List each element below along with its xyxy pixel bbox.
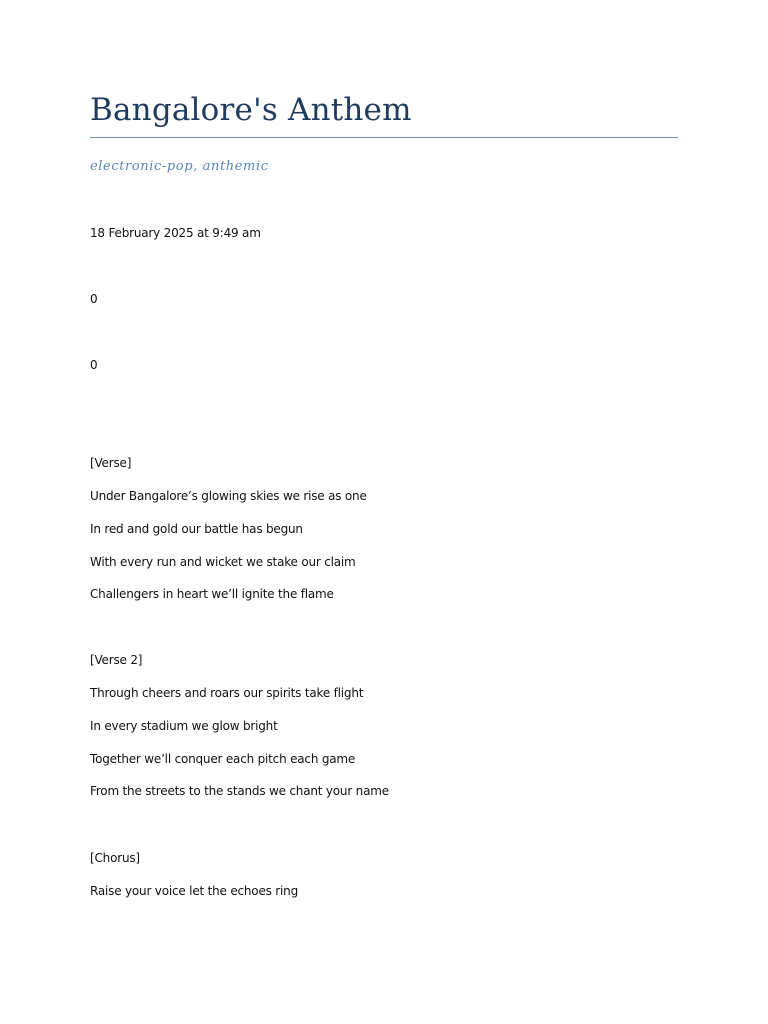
chorus-label: [Chorus] (90, 851, 140, 865)
count-text: 0 (90, 292, 98, 306)
page-subtitle: electronic-pop, anthemic (90, 159, 269, 174)
date-text: 18 February 2025 at 9:49 am (90, 226, 261, 240)
verse-label: [Verse 2] (90, 653, 143, 667)
count-text: 0 (90, 358, 98, 372)
lyric-line: Raise your voice let the echoes ring (90, 884, 298, 898)
page-title: Bangalore's Anthem (90, 92, 412, 128)
lyric-line: In every stadium we glow bright (90, 719, 278, 733)
lyric-line: Under Bangalore’s glowing skies we rise as one (90, 489, 367, 503)
lyric-line: Together we’ll conquer each pitch each game (90, 752, 356, 766)
lyric-line: From the streets to the stands we chant your name (90, 784, 389, 798)
title-divider (90, 137, 678, 138)
lyric-line: In red and gold our battle has begun (90, 522, 303, 536)
lyric-line: Through cheers and roars our spirits take flight (90, 686, 364, 700)
lyric-line: Challengers in heart we’ll ignite the flame (90, 587, 334, 601)
lyric-line: With every run and wicket we stake our claim (90, 555, 356, 569)
verse-label: [Verse] (90, 456, 132, 470)
